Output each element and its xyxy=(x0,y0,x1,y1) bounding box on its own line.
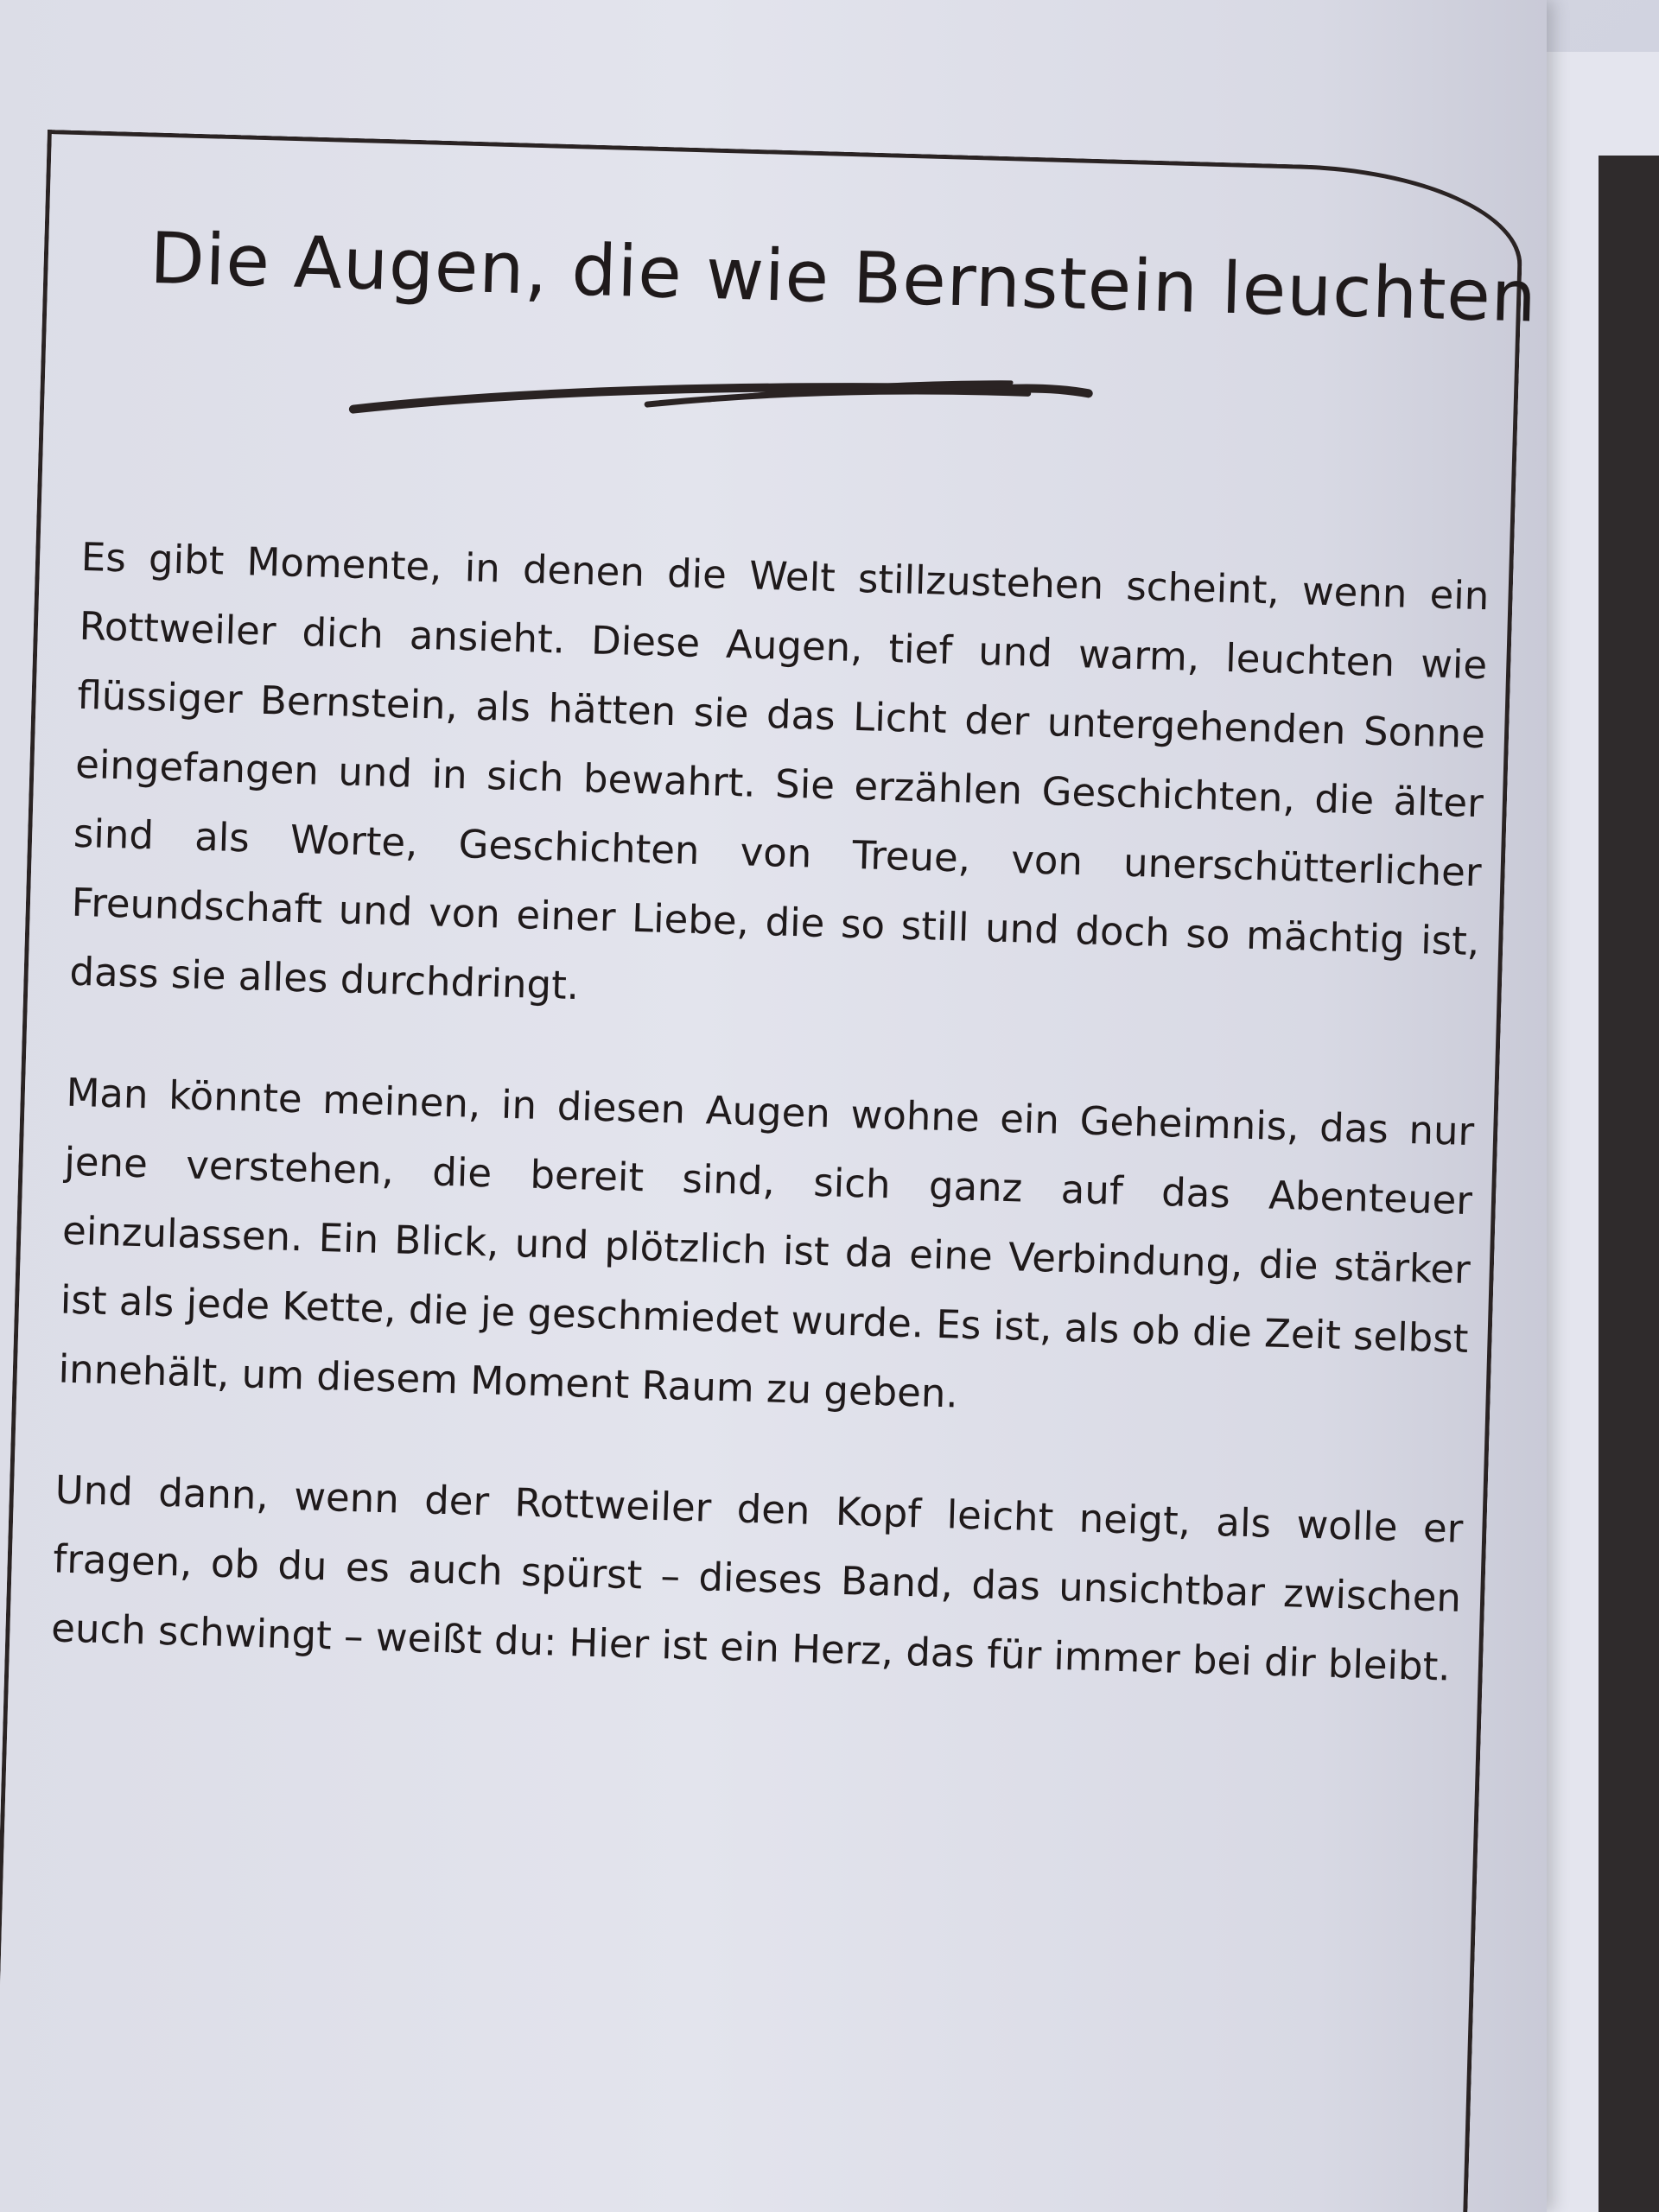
page-content xyxy=(50,216,1539,1703)
book-cover-edge xyxy=(1599,156,1659,2212)
paragraph-3: Und dann, wenn der Rottweiler den Kopf leicht neigt, als wolle er fragen, ob du es auch spürst – dieses Band, das unsichtbar zwischen euch schwingt – weißt du: Hier ist ein Herz, das für immer bei dir bleibt. xyxy=(50,1466,1464,1690)
page-title: Die Augen, die wie Bernstein leuchten xyxy=(149,217,1539,339)
paragraph-1: Es gibt Momente, in denen die Welt stillzustehen scheint, wenn ein Rottweiler dich ansieht. Diese Augen, tief und warm, leuchten wie flüssiger Bernstein, als hätten sie das Licht der untergehenden Sonne eingefangen und in sich bewahrt. Sie erzählen Geschichten, die älter sind als Worte, Geschichten von Treue, von unerschütterlicher Freundschaft und von einer Liebe, die so still und doch so mächtig ist, dass sie alles durchdringt. xyxy=(68,533,1491,1009)
paragraph-2: Man könnte meinen, in diesen Augen wohne ein Geheimnis, das nur jene verstehen, die bereit sind, sich ganz auf das Abenteuer einzulassen. Ein Blick, und plötzlich ist da eine Verbindung, die stärker ist als jede Kette, die je geschmiedet wurde. Es ist, als ob die Zeit selbst innehält, um diesem Moment Raum zu geben. xyxy=(57,1069,1475,1417)
decorative-swash xyxy=(344,348,1210,450)
